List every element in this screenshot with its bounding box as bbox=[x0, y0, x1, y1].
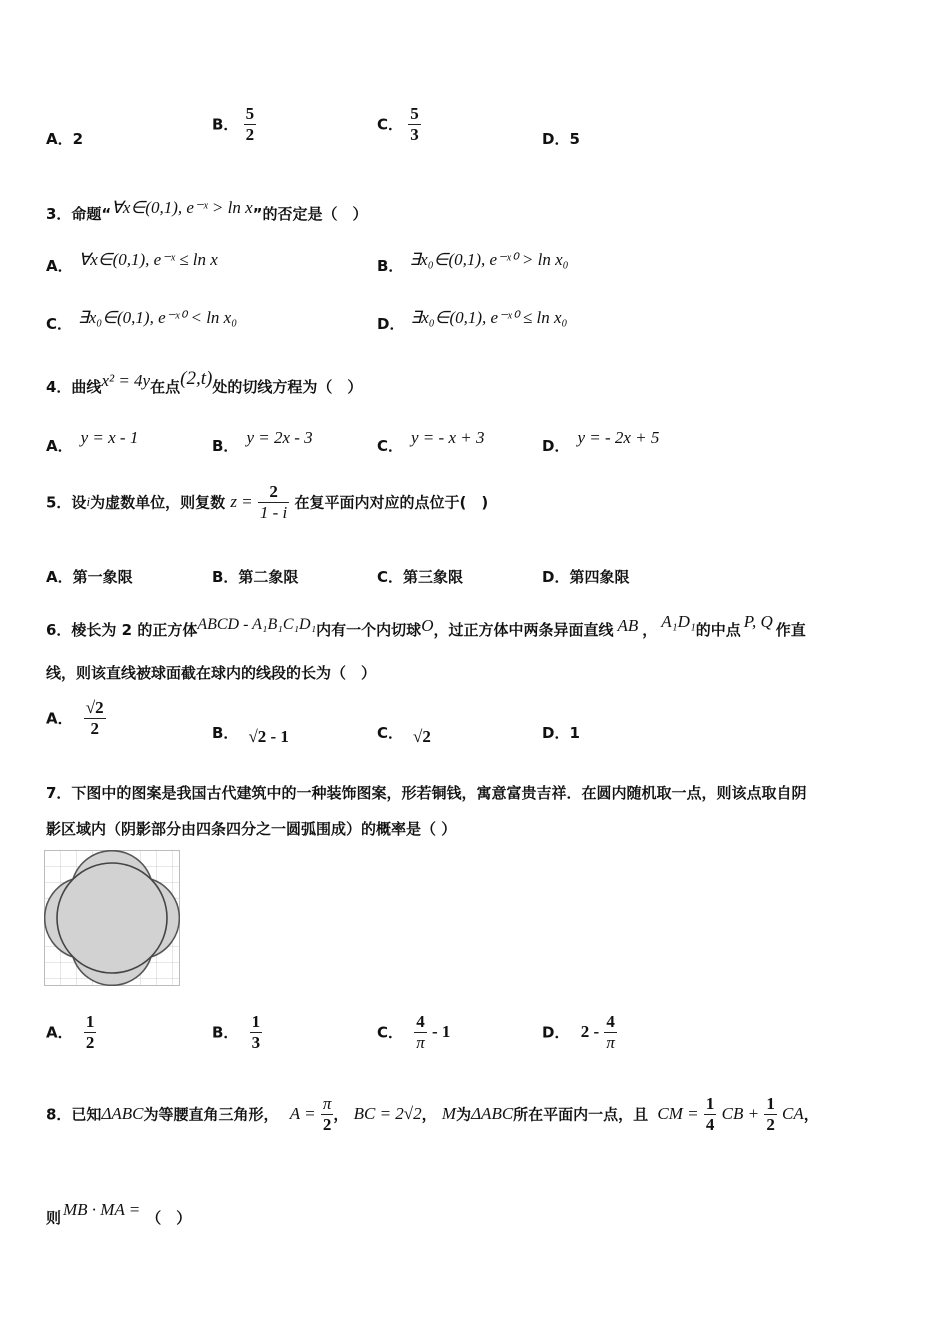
q5-option-d: D．第四象限 bbox=[542, 568, 630, 586]
q7-stem-line1: 7．下图中的图案是我国古代建筑中的一种装饰图案，形若铜钱，寓意富贵吉祥．在圆内随机取一点，则该点取自阴 bbox=[46, 784, 807, 802]
q6-option-b: B． √2 - 1 bbox=[212, 724, 289, 746]
q8-stem-line2: 则 MB · MA = （ ） bbox=[46, 1200, 192, 1227]
q3-stem: 3．命题“∀x∈(0,1), e⁻ˣ > ln x”的否定是（ ） bbox=[46, 198, 368, 223]
q4-option-d: D． y = - 2x + 5 bbox=[542, 428, 660, 455]
q3-option-d: D． ∃x₀∈(0,1), e⁻ˣ⁰ ≤ ln x₀ bbox=[377, 308, 568, 333]
q7-option-b: B． $\frac{1}{3}$ bbox=[212, 1012, 261, 1052]
q7-option-a: A． $\frac{1}{2}$ bbox=[46, 1012, 95, 1052]
q8-stem-line1: 8．已知ΔABC为等腰直角三角形， A = $\frac{\pi}{2}$ ， BC = 2√2， M为ΔABC所在平面内一点，且 CM = $\frac{1}{4}$ CB + $\frac{1}{2}$ CA， bbox=[46, 1094, 819, 1134]
q5-option-c: C．第三象限 bbox=[377, 568, 464, 586]
q4-stem: 4．曲线x² = 4y在点(2,t)处的切线方程为（ ） bbox=[46, 368, 363, 396]
q4-option-a: A． y = x - 1 bbox=[46, 428, 139, 455]
q3-option-c: C． ∃x₀∈(0,1), e⁻ˣ⁰ < ln x₀ bbox=[46, 308, 238, 333]
q4-option-b: B． y = 2x - 3 bbox=[212, 428, 313, 455]
q6-option-c: C． √2 bbox=[377, 724, 431, 746]
q7-option-d: D． 2 - $\frac{4}{\pi}$ bbox=[542, 1012, 615, 1052]
q7-stem-line2: 影区域内（阴影部分由四条四分之一圆弧围成）的概率是（ ） bbox=[46, 820, 457, 838]
q2-option-a: A．2 bbox=[46, 130, 84, 148]
q5-option-a: A．第一象限 bbox=[46, 568, 133, 586]
q6-option-a: A． $\frac{√2}{2}$ bbox=[46, 698, 104, 738]
q6-option-d: D．1 bbox=[542, 724, 580, 742]
q6-stem-line2: 线，则该直线被球面截在球内的线段的长为（ ） bbox=[46, 664, 377, 682]
q5-stem: 5．设i为虚数单位，则复数 z = $\frac{2}{1 - i}$ 在复平面内对应的点位于( ) bbox=[46, 482, 489, 522]
q7-option-c: C． $\frac{4}{\pi}$ - 1 bbox=[377, 1012, 451, 1052]
q5-option-b: B．第二象限 bbox=[212, 568, 299, 586]
q2-option-b: B． $\frac{5}{2}$ bbox=[212, 104, 255, 144]
q3-option-a: A． ∀x∈(0,1), e⁻ˣ ≤ ln x bbox=[46, 250, 218, 275]
q4-option-c: C． y = - x + 3 bbox=[377, 428, 485, 455]
q2-option-d: D．5 bbox=[542, 130, 580, 148]
q2-option-c: C． $\frac{5}{3}$ bbox=[377, 104, 419, 144]
q6-stem-line1: 6．棱长为 2 的正方体ABCD - A₁B₁C₁D₁内有一个内切球O，过正方体中两条异面直线 AB ， A₁D₁的中点 P, Q 作直 bbox=[46, 612, 806, 639]
coin-pattern-figure bbox=[44, 850, 180, 986]
q3-option-b: B． ∃x₀∈(0,1), e⁻ˣ⁰ > ln x₀ bbox=[377, 250, 569, 275]
